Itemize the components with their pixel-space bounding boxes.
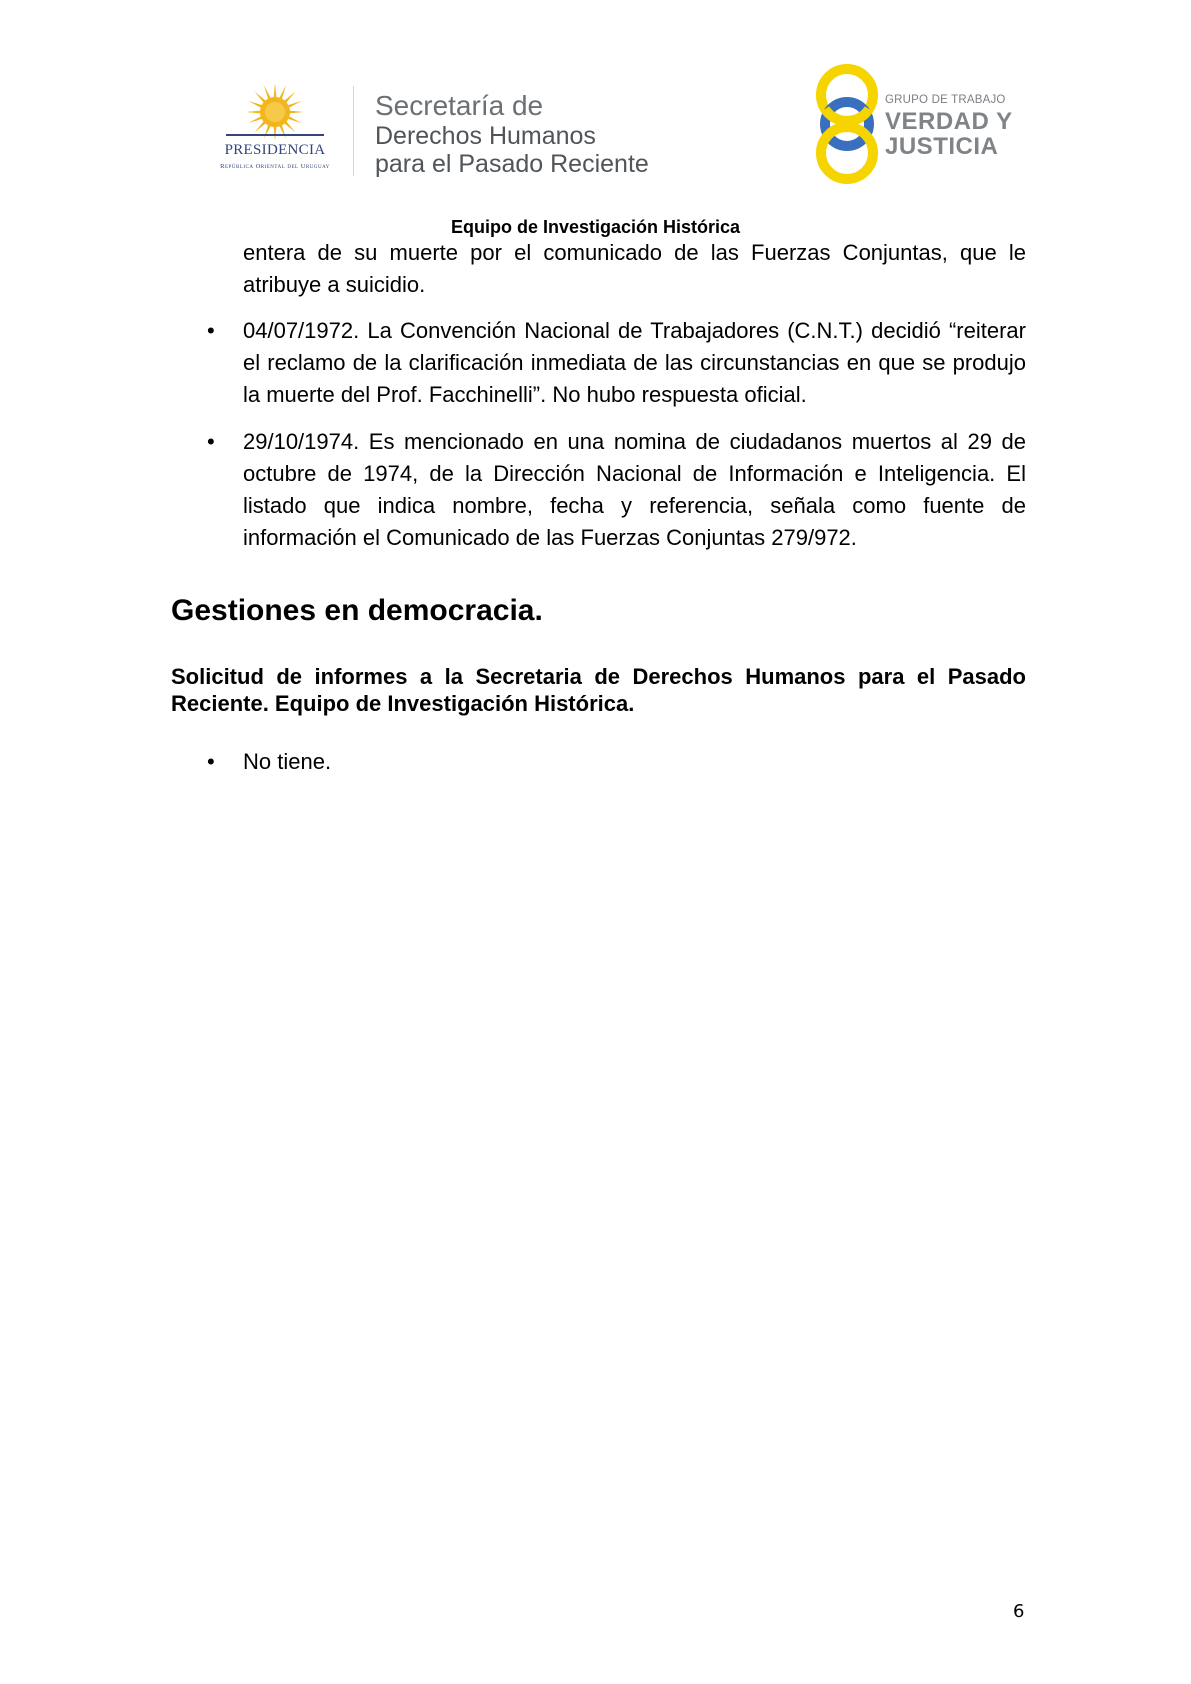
secretaria-logo — [375, 90, 649, 178]
presidencia-name: PRESIDENCIA — [224, 142, 326, 158]
sun-ray — [273, 83, 276, 99]
grupo-label: GRUPO DE TRABAJO — [885, 94, 1006, 106]
event-list — [171, 315, 1026, 554]
sub-heading: Solicitud de informes a la Secretaria de Derechos Humanos para el Pasado Reciente. Equipo de Investigación Histórica. — [171, 664, 1026, 716]
continuation-paragraph: entera de su muerte por el comunicado de las Fuerzas Conjuntas, que le atribuye a suicidio. — [243, 240, 1026, 297]
team-title: Equipo de Investigación Histórica — [450, 217, 741, 237]
rings-icon — [812, 62, 882, 186]
list-item-text: 29/10/1974. Es mencionado en una nomina de ciudadanos muertos al 29 de octubre de 1974, de la Dirección Nacional de Información e Inteligencia. El listado que indica nombre, fecha y referencia, señala como fuente de información el Comunicado de las Fuerzas Conjuntas 279/972. — [243, 429, 1026, 550]
list-item — [171, 426, 1026, 554]
secretaria-line-2: Derechos Humanos — [375, 122, 596, 150]
list-item — [171, 315, 1026, 411]
sun-ray — [288, 110, 304, 113]
secretaria-line-3: para el Pasado Reciente — [375, 150, 649, 178]
section-heading: Gestiones en democracia. — [171, 594, 543, 627]
sun-ray — [246, 110, 262, 113]
presidencia-logo — [196, 82, 354, 178]
header-divider — [353, 86, 354, 176]
list-item-text: 04/07/1972. La Convención Nacional de Trabajadores (C.N.T.) decidió “reiterar el reclamo de la clarificación inmediata de las circunstancias en que se produjo la muerte del Prof. Facchinelli”. No hubo respuesta oficial. — [243, 318, 1026, 407]
grupo-title-line-2: JUSTICIA — [885, 133, 999, 160]
bullet-icon: • — [207, 318, 215, 343]
grupo-title-line-1: VERDAD Y — [885, 108, 1013, 135]
document-body — [171, 237, 1026, 778]
presidencia-subtitle: República Oriental del Uruguay — [220, 163, 330, 170]
result-list — [171, 746, 1026, 778]
bullet-icon: • — [207, 429, 215, 454]
bullet-icon: • — [207, 749, 215, 774]
list-item — [171, 746, 1026, 778]
grupo-trabajo-logo — [812, 62, 1022, 186]
page-number: 6 — [1013, 1601, 1025, 1622]
sun-icon — [226, 82, 324, 144]
sun-ray — [273, 125, 276, 141]
list-item-text: No tiene. — [243, 749, 332, 774]
secretaria-line-1: Secretaría de — [375, 90, 544, 121]
